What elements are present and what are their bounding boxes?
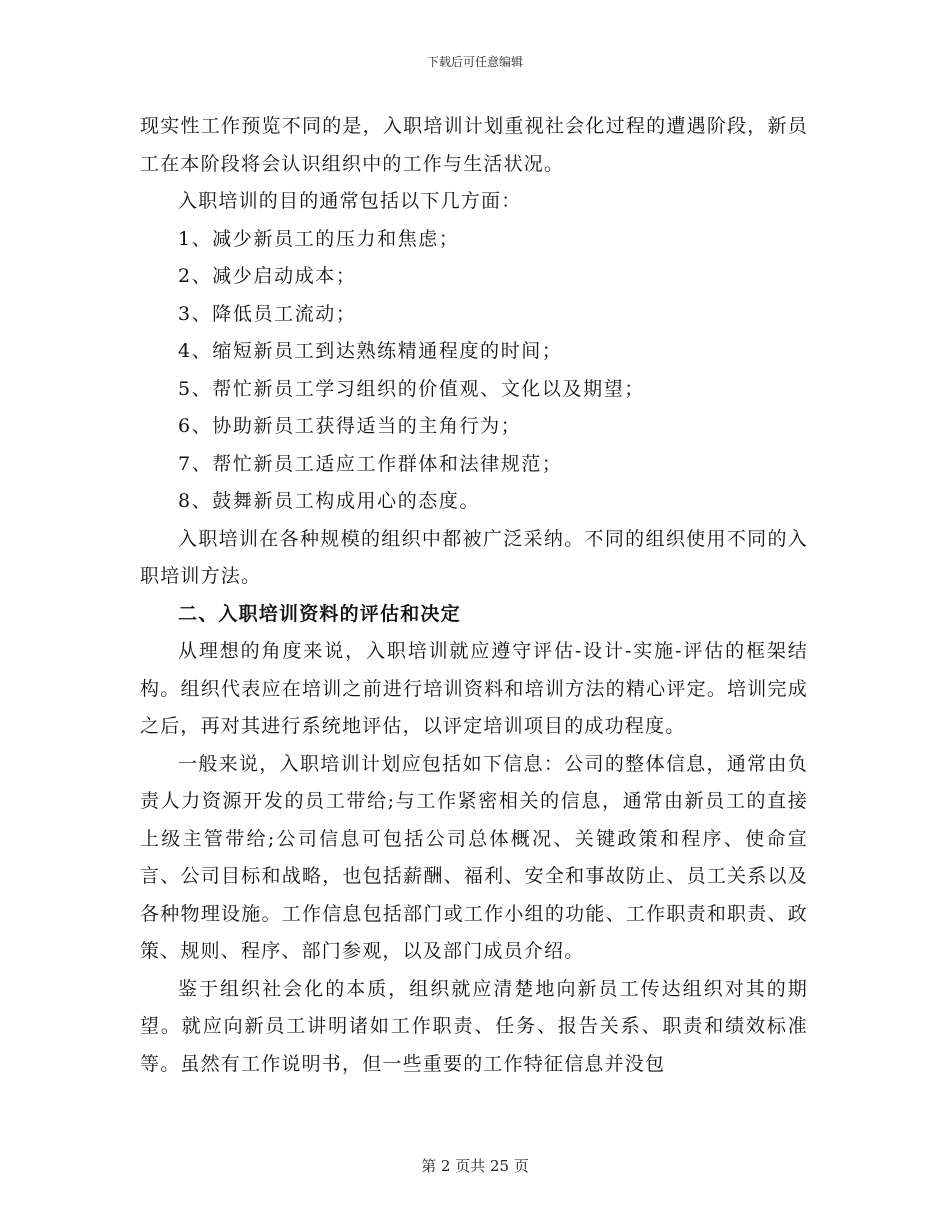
paragraph-adoption: 入职培训在各种规模的组织中都被广泛采纳。不同的组织使用不同的入职培训方法。 — [140, 527, 808, 587]
list-item: 3、降低员工流动； — [178, 302, 357, 325]
section-heading: 二、入职培训资料的评估和决定 — [178, 602, 461, 625]
paragraph-framework: 从理想的角度来说，入职培训就应遵守评估-设计-实施-评估的框架结构。组织代表应在培训之前进行培训资料和培训方法的精心评定。培训完成之后，再对其进行系统地评估，以评定培训项目的成功程度。 — [140, 640, 808, 737]
list-item: 7、帮忙新员工适应工作群体和法律规范； — [178, 452, 563, 475]
list-item: 4、缩短新员工到达熟练精通程度的时间； — [178, 340, 563, 362]
list-item: 6、协助新员工获得适当的主角行为； — [178, 415, 522, 437]
header-note: 下载后可任意编辑 — [426, 55, 523, 69]
paragraph-intro: 现实性工作预览不同的是，入职培训计划重视社会化过程的遭遇阶段，新员工在本阶段将会认识组织中的工作与生活状况。 — [140, 115, 808, 175]
paragraph-goal-intro: 入职培训的目的通常包括以下几方面： — [178, 190, 522, 212]
list-item: 1、减少新员工的压力和焦虑； — [178, 227, 460, 250]
list-item: 8、鼓舞新员工构成用心的态度。 — [178, 490, 481, 512]
document-content — [140, 108, 808, 1083]
list-item: 2、减少启动成本； — [178, 265, 357, 287]
page-number: 第 2 页共 25 页 — [421, 1157, 529, 1175]
paragraph-info: 一般来说，入职培训计划应包括如下信息：公司的整体信息，通常由负责人力资源开发的员工带给;与工作紧密相关的信息，通常由新员工的直接上级主管带给;公司信息可包括公司总体概况、关键政策和程序、使命宣言、公司目标和战略，也包括薪酬、福利、安全和事故防止、员工关系以及各种物理设施。工作信息包括部门或工作小组的功能、工作职责和职责、政策、规则、程序、部门参观，以及部门成员介绍。 — [140, 752, 808, 962]
paragraph-expectation: 鉴于组织社会化的本质，组织就应清楚地向新员工传达组织对其的期望。就应向新员工讲明诸如工作职责、任务、报告关系、职责和绩效标准等。虽然有工作说明书，但一些重要的工作特征信息并没包 — [140, 977, 808, 1075]
list-item: 5、帮忙新员工学习组织的价值观、文化以及期望； — [178, 377, 645, 400]
